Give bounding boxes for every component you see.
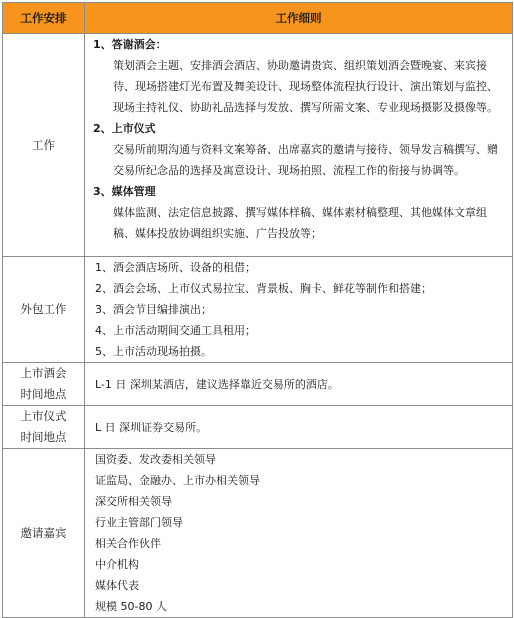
section-title-media: 3、媒体管理 <box>93 185 156 198</box>
list-item: 媒体代表 <box>95 579 139 592</box>
list-item: 3、酒会节目编排演出； <box>95 303 212 316</box>
row-label-reception-time-place <box>3 363 85 406</box>
section-body-media: 媒体监测、法定信息披露、撰写媒体样稿、媒体素材稿整理、其他媒体文章组稿、媒体投放协调组织实施、广告投放等； <box>113 206 487 240</box>
table-row <box>3 406 513 449</box>
label-line: 上市酒会 <box>20 366 67 380</box>
list-item: 相关合作伙伴 <box>95 537 161 550</box>
header-details: 工作细则 <box>85 3 513 34</box>
row-label-outsourcing: 外包工作 <box>3 257 85 363</box>
section-title-reception: 1、答谢酒会： <box>93 38 167 51</box>
list-item: 深交所相关领导 <box>95 495 172 508</box>
guests-cell <box>85 449 513 618</box>
list-item: 规模 50-80 人 <box>95 600 167 613</box>
reception-time-place-cell <box>85 363 513 406</box>
list-item: 中介机构 <box>95 558 139 571</box>
list-item: 国资委、发改委相关领导 <box>95 453 216 466</box>
list-item: 行业主管部门领导 <box>95 516 183 529</box>
table-row <box>3 363 513 406</box>
ceremony-time-place-text: L 日 深圳证券交易所。 <box>95 420 208 434</box>
table-header-row <box>3 3 513 34</box>
list-item: 2、酒会会场、上市仪式易拉宝、背景板、胸卡、鲜花等制作和搭建； <box>95 282 432 295</box>
section-body-reception: 策划酒会主题、安排酒会酒店、协助邀请贵宾、组织策划酒会暨晚宴、来宾接待、现场搭建灯光布置及舞美设计、现场整体流程执行设计、演出策划与监控、现场主持礼仪、协助礼品选择与发放、撰写所需文案、专业现场摄影及摄像等。 <box>113 59 498 114</box>
table-row <box>3 34 513 257</box>
row-label-guests: 邀请嘉宾 <box>3 449 85 618</box>
work-plan-table <box>2 2 513 618</box>
list-item: 5、上市活动现场拍摄。 <box>95 345 212 358</box>
list-item: 1、酒会酒店场所、设备的租借； <box>95 261 256 274</box>
list-item: 4、上市活动期间交通工具租用； <box>95 324 256 337</box>
table-row <box>3 257 513 363</box>
ceremony-time-place-cell <box>85 406 513 449</box>
outsourcing-cell <box>85 257 513 363</box>
section-body-listing-ceremony: 交易所前期沟通与资料文案筹备、出席嘉宾的邀请与接待、领导发言稿撰写、赠交易所纪念品的选择及寓意设计、现场拍照、流程工作的衔接与协调等。 <box>113 143 498 177</box>
work-details-cell <box>85 34 513 257</box>
label-line: 时间地点 <box>20 430 67 444</box>
table-row <box>3 449 513 618</box>
list-item: 证监局、金融办、上市办相关领导 <box>95 474 260 487</box>
header-arrangement: 工作安排 <box>3 3 85 34</box>
section-title-listing-ceremony: 2、上市仪式 <box>93 122 156 135</box>
row-label-work: 工作 <box>3 34 85 257</box>
reception-time-place-text: L-1 日 深圳某酒店，建议选择靠近交易所的酒店。 <box>95 377 339 391</box>
label-line: 时间地点 <box>20 387 67 401</box>
label-line: 上市仪式 <box>20 409 67 423</box>
row-label-ceremony-time-place <box>3 406 85 449</box>
